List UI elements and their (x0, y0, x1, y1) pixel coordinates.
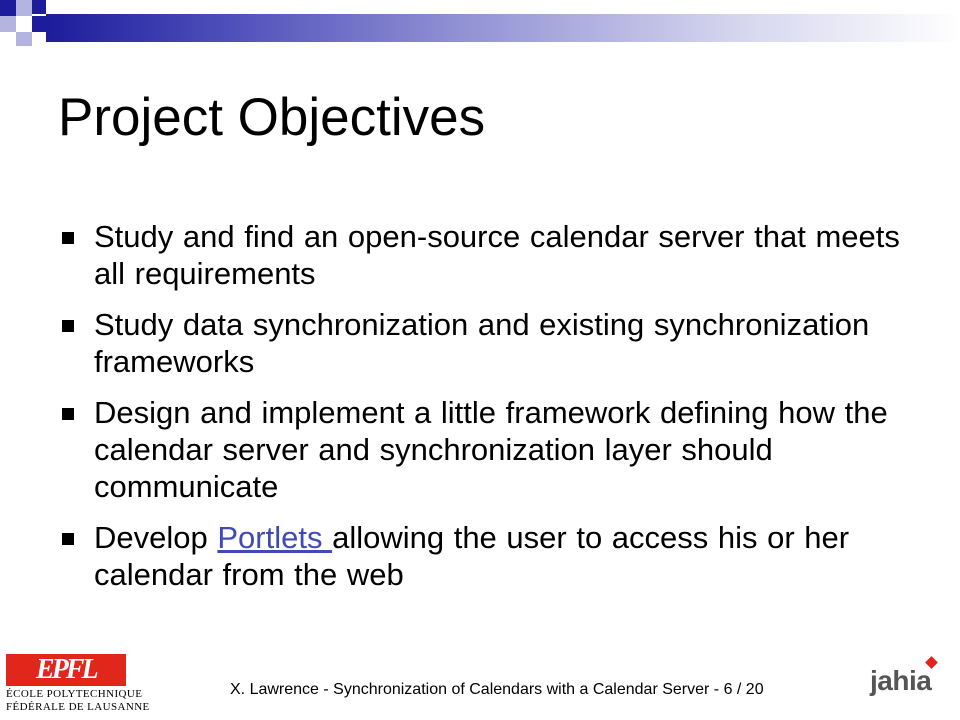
slide-title: Project Objectives (58, 88, 486, 147)
header-decoration (0, 0, 960, 56)
bullet-text-after-link: allowing the user to access his or her calendar from the web (94, 520, 850, 592)
bullet-square-icon (62, 320, 74, 332)
portlets-link[interactable]: Portlets (217, 520, 333, 555)
bullet-text: Study data synchronization and existing synchronization frameworks (94, 307, 870, 379)
header-square (0, 16, 16, 32)
footer-text: X. Lawrence - Synchronization of Calendars with a Calendar Server - 6 / 20 (230, 681, 764, 698)
bullet-square-icon (62, 232, 74, 244)
header-square (16, 16, 32, 32)
header-gradient-bar (46, 14, 960, 42)
bullet-square-icon (62, 533, 74, 545)
bullet-item (60, 519, 910, 593)
bullet-item (60, 306, 910, 380)
bullet-text-before-link: Develop (94, 520, 218, 555)
bullet-text: Study and find an open-source calendar server that meets all requirements (94, 219, 900, 291)
bullet-list (60, 218, 910, 607)
epfl-logo-red-block (6, 654, 126, 686)
jahia-wordmark: jahia (870, 665, 932, 696)
epfl-name-line2: FÉDÉRALE DE LAUSANNE (6, 701, 150, 713)
header-square (16, 32, 32, 46)
epfl-logo (6, 654, 150, 714)
epfl-name-line1: ÉCOLE POLYTECHNIQUE (6, 688, 143, 700)
bullet-item (60, 218, 910, 292)
jahia-logo (868, 660, 948, 700)
header-square (32, 16, 46, 32)
header-square (0, 0, 16, 16)
bullet-square-icon (62, 408, 74, 420)
epfl-wordmark: EPFL (36, 654, 96, 685)
bullet-item (60, 394, 910, 505)
bullet-text: Design and implement a little framework defining how the calendar server and synchronization layer should communicate (94, 395, 888, 504)
header-square (32, 0, 46, 14)
header-square (16, 0, 32, 16)
